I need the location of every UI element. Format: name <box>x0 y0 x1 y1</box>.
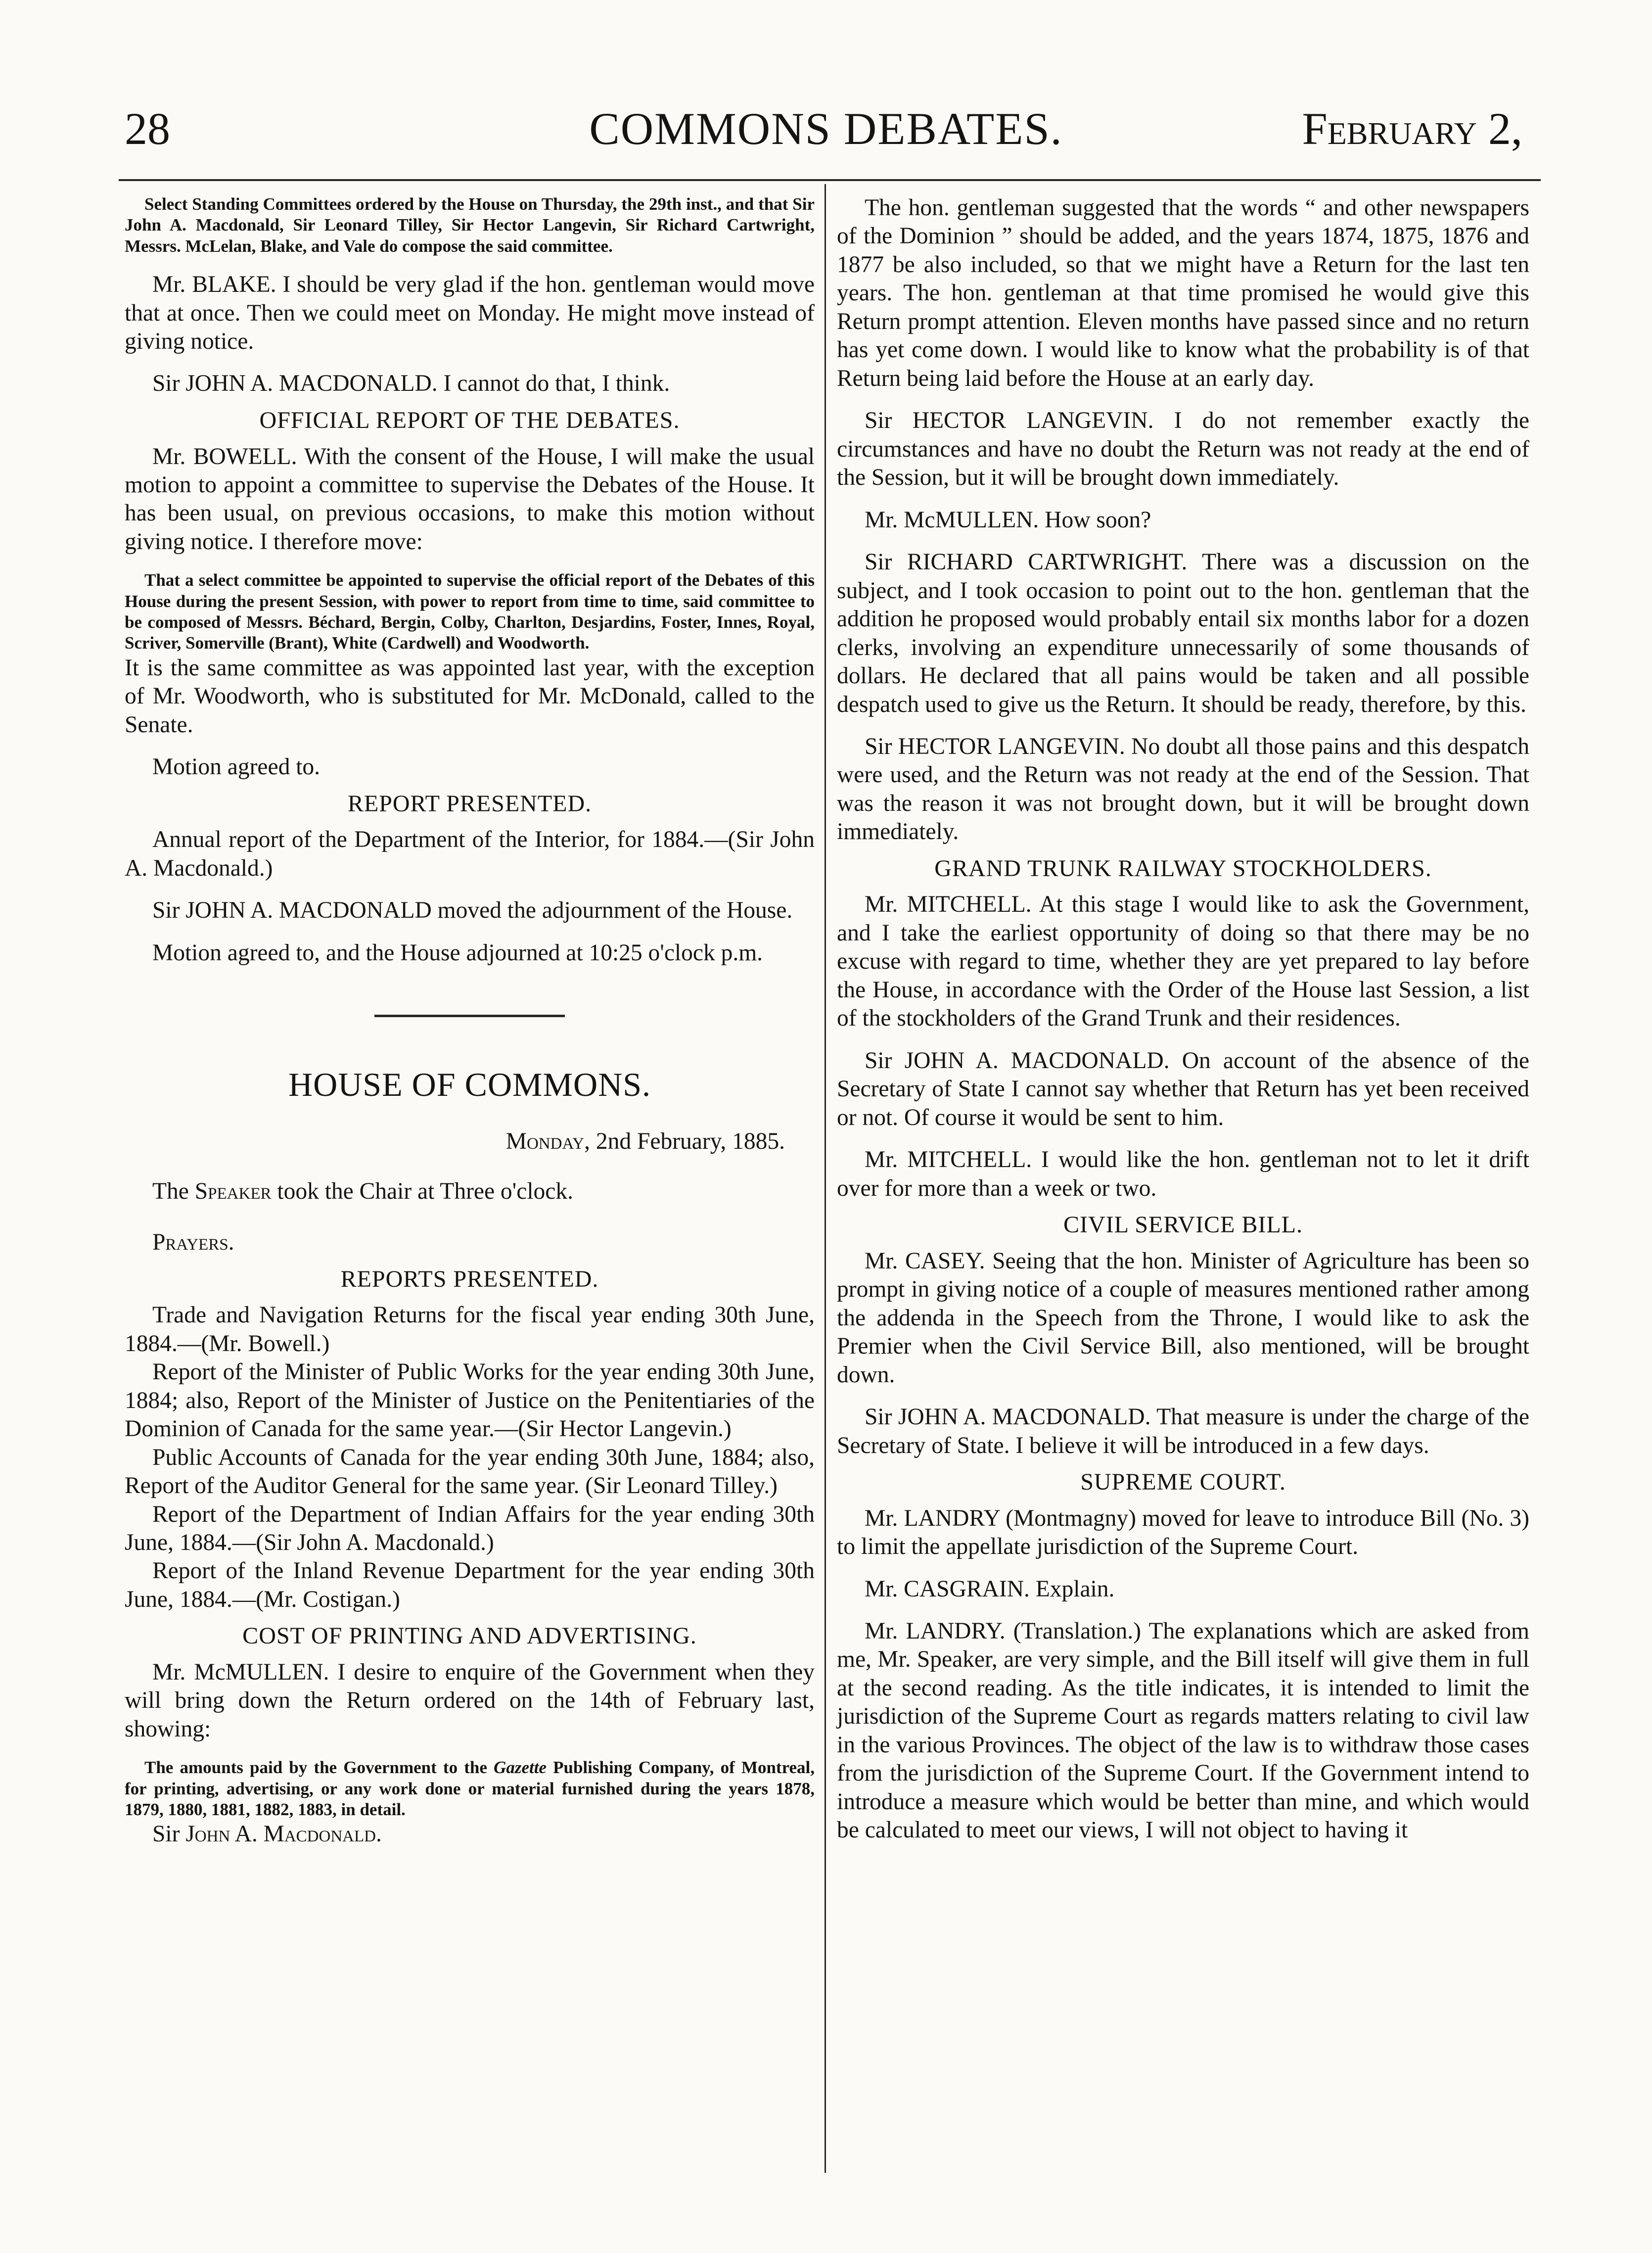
right-column <box>837 194 1529 1845</box>
heading-report-presented: REPORT PRESENTED. <box>347 790 592 817</box>
report-item: Trade and Navigation Returns for the fiscal year ending 30th June, 1884.—(Mr. Bowell.) <box>125 1302 815 1357</box>
mitchell-speech-1: Mr. MITCHELL. At this stage I would like to ask the Government, and I take the earliest opportunity of doing so that there may be no excuse with regard to time, whether they are yet prepared to lay before the House, in accordance with the Order of the House last Session, a list of the stockholders of the Grand Trunk and their residences. <box>837 892 1529 1032</box>
report-item: Report of the Minister of Public Works for the year ending 30th June, 1884; also, Report of the Minister of Justice on the Penitentiaries of the Dominion of Canada for the same year.—(Sir Hector Langevin.) <box>125 1359 815 1442</box>
langevin-speech-2: Sir HECTOR LANGEVIN. No doubt all those pains and this despatch were used, and the Return was not ready at the end of the Session. That was the reason it was not brought down, but it will be brought down immediately. <box>837 733 1529 845</box>
left-column <box>125 194 815 1849</box>
report-item: Report of the Department of Indian Affairs for the year ending 30th June, 1884.—(Sir John A. Macdonald.) <box>125 1501 815 1555</box>
resolution-text: That a select committee be appointed to supervise the official report of the Debates of this House during the present Session, with power to report from time to time, said committee to be composed of Messrs. Béchard, Bergin, Colby, Charlton, Desjardins, Foster, Innes, Royal, Scriver, Somerville (Brant), White (Cardwell) and Woodworth. <box>125 570 815 653</box>
macdonald-speech-1: Sir JOHN A. MACDONALD. I cannot do that, I think. <box>152 371 670 397</box>
macdonald-speech-2: Sir JOHN A. MACDONALD. On account of the absence of the Secretary of State I cannot say whether that Return has yet been received or not. Of course it would be sent to him. <box>837 1047 1529 1130</box>
annual-report-text: Annual report of the Department of the Interior, for 1884.—(Sir John A. Macdonald.) <box>125 827 815 881</box>
heading-cost-of-printing: COST OF PRINTING AND ADVERTISING. <box>242 1623 697 1649</box>
motion-agreed-2: Motion agreed to, and the House adjourned at 10:25 o'clock p.m. <box>152 939 763 966</box>
header-rule <box>119 179 1541 181</box>
prayers-text: Prayers. <box>152 1229 234 1256</box>
heading-civil-service: CIVIL SERVICE BILL. <box>1063 1212 1303 1238</box>
landry-speech-2: Mr. LANDRY. (Translation.) The explanations which are asked from me, Mr. Speaker, are very simple, and the Bill itself will give them in full at the second reading. As the title indicates, it is intended to limit the jurisdiction of the Supreme Court as regards matters relating to civil law in the various Provinces. The object of the law is to withdraw those cases from the jurisdiction of the Supreme Court. If the Government intend to introduce a measure which would be better than mine, and which would be calculated to meet our views, I will not object to having it <box>837 1618 1529 1843</box>
mcmullen-speech-1: Mr. McMULLEN. I desire to enquire of the Government when they will bring down the Return ordered on the 14th of February last, showing: <box>125 1659 815 1742</box>
blake-speech: Mr. BLAKE. I should be very glad if the hon. gentleman would move that at once. Then we could meet on Monday. He might move instead of giving notice. <box>125 272 815 354</box>
sitting-day: Monday, <box>505 1128 590 1154</box>
page-number: 28 <box>125 103 170 154</box>
same-committee-text: It is the same committee as was appointed last year, with the exception of Mr. Woodworth, who is substituted for Mr. McDonald, called to the Senate. <box>125 655 815 738</box>
gentleman-suggestion-text: The hon. gentleman suggested that the words “ and other newspapers of the Dominion ” should be added, and the years 1874, 1875, 1876 and 1877 be also included, so that we might have a Return for the last ten years. The hon. gentleman at that time promised he would give this Return prompt attention. Eleven months have passed since and no return has yet come down. I would like to know what the probability is of that Return being laid before the House at an early day. <box>837 195 1529 391</box>
adjournment-motion: Sir JOHN A. MACDONALD moved the adjournment of the House. <box>152 897 793 924</box>
sitting-date <box>125 1128 815 1155</box>
casey-speech: Mr. CASEY. Seeing that the hon. Minister of Agriculture has been so prompt in giving notice of a couple of measures mentioned rather among the addenda in the Speech from the Throne, I would like to ask the Premier when the Civil Service Bill, also mentioned, will be brought down. <box>837 1248 1529 1388</box>
heading-supreme-court: SUPREME COURT. <box>1080 1469 1286 1495</box>
column-divider <box>825 184 826 2173</box>
macdonald-speech-3: Sir JOHN A. MACDONALD. That measure is under the charge of the Secretary of State. I believe it will be introduced in a few days. <box>837 1404 1529 1458</box>
mitchell-speech-2: Mr. MITCHELL. I would like the hon. gentleman not to let it drift over for more than a week or two. <box>837 1147 1529 1201</box>
page-title: COMMONS DEBATES. <box>589 103 1063 154</box>
casgrain-speech: Mr. CASGRAIN. Explain. <box>865 1576 1115 1602</box>
landry-speech-1: Mr. LANDRY (Montmagny) moved for leave to introduce Bill (No. 3) to limit the appellate jurisdiction of the Supreme Court. <box>837 1505 1529 1560</box>
motion-agreed-1: Motion agreed to. <box>152 754 321 780</box>
langevin-speech-1: Sir HECTOR LANGEVIN. I do not remember exactly the circumstances and have no doubt the Return was not ready at the end of the Session, but it will be brought down immediately. <box>837 408 1529 491</box>
speaker-chair-text: The Speaker took the Chair at Three o'clock. <box>152 1178 573 1204</box>
sitting-date-rest: 2nd February, 1885. <box>590 1128 785 1154</box>
heading-house-of-commons: HOUSE OF COMMONS. <box>288 1066 651 1104</box>
heading-grand-trunk: GRAND TRUNK RAILWAY STOCKHOLDERS. <box>934 855 1432 882</box>
page-date: February 2, <box>1302 103 1522 154</box>
signature-macdonald: Sir John A. Macdonald. <box>152 1821 382 1847</box>
heading-reports-presented: REPORTS PRESENTED. <box>340 1266 599 1292</box>
report-item: Public Accounts of Canada for the year ending 30th June, 1884; also, Report of the Auditor General for the same year. (Sir Leonard Tilley.) <box>125 1444 815 1499</box>
bowell-speech: Mr. BOWELL. With the consent of the House, I will make the usual motion to appoint a committee to supervise the Debates of the House. It has been usual, on previous occasions, to make this motion without giving notice. I therefore move: <box>125 443 815 555</box>
select-committees-text: Select Standing Committees ordered by the House on Thursday, the 29th inst., and that Sir John A. Macdonald, Sir Leonard Tilley, Sir Hector Langevin, Sir Richard Cartwright, Messrs. McLelan, Blake, and Vale do compose the said committee. <box>125 194 815 256</box>
mcmullen-speech-2: Mr. McMULLEN. How soon? <box>865 507 1151 533</box>
amounts-paid-text: The amounts paid by the Government to the Gazette Publishing Company, of Montreal, for printing, advertising, or any work done or material furnished during the years 1878, 1879, 1880, 1881, 1882, 1883, in detail. <box>125 1758 815 1820</box>
cartwright-speech: Sir RICHARD CARTWRIGHT. There was a discussion on the subject, and I took occasion to point out to the hon. gentleman that the addition he proposed would probably entail six months labor for a dozen clerks, involving an expenditure unnecessarily of some thousands of dollars. He declared that all pains would be taken and all possible despatch used to give us the Return. It should be ready, therefore, by this. <box>837 549 1529 717</box>
report-item: Report of the Inland Revenue Department for the year ending 30th June, 1884.—(Mr. Costigan.) <box>125 1558 815 1612</box>
heading-official-report: OFFICIAL REPORT OF THE DEBATES. <box>259 407 680 433</box>
